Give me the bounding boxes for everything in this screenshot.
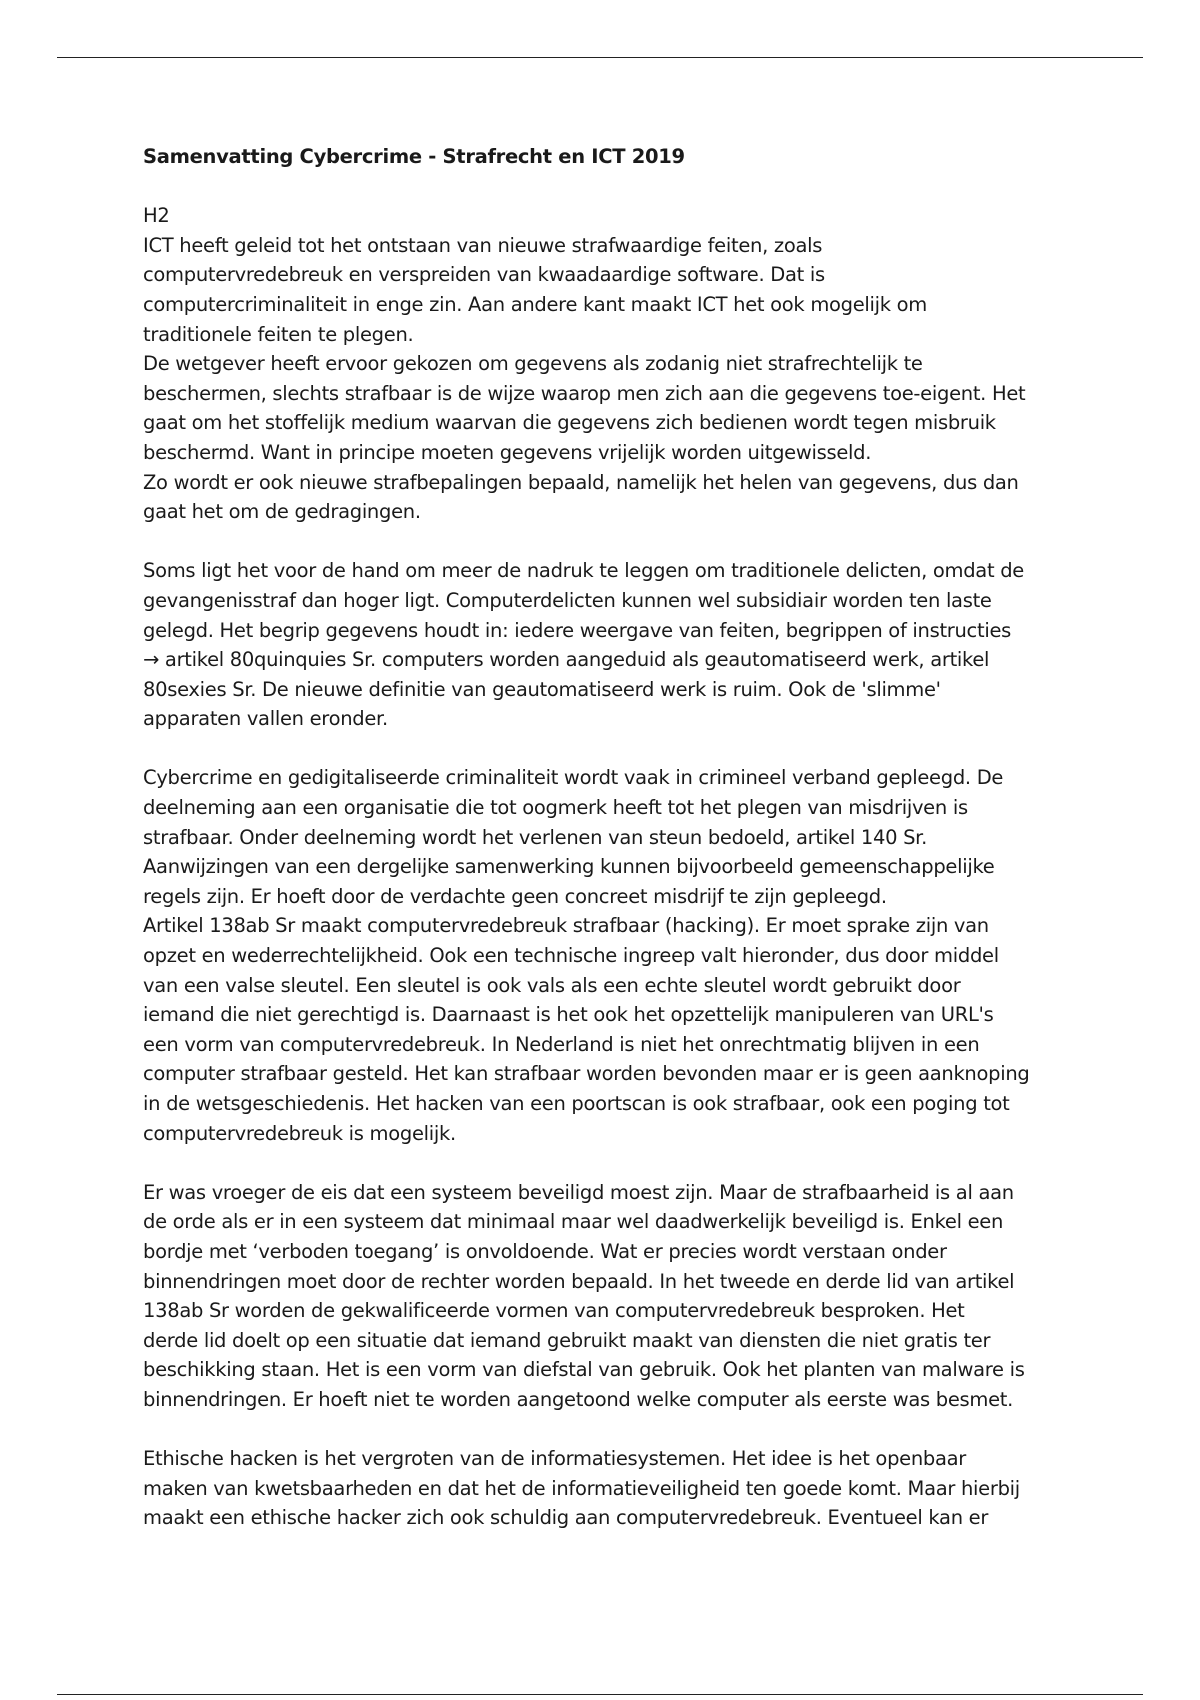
bottom-rule [57, 1694, 1143, 1695]
document-page [143, 142, 1063, 1533]
text-line: gevangenisstraf dan hoger ligt. Computerdelicten kunnen wel subsidiair worden ten laste [143, 588, 992, 612]
text-line: computervredebreuk en verspreiden van kwaadaardige software. Dat is [143, 263, 825, 287]
document-body [143, 201, 1063, 1533]
text-line: binnendringen moet door de rechter worden bepaald. In het tweede en derde lid van artikel [143, 1269, 1015, 1293]
text-line: maakt een ethische hacker zich ook schuldig aan computervredebreuk. Eventueel kan er [143, 1506, 989, 1530]
text-line: 80sexies Sr. De nieuwe definitie van geautomatiseerd werk is ruim. Ook de 'slimme' [143, 677, 941, 701]
spacer [143, 172, 1063, 202]
paragraph-spacer [143, 734, 1063, 764]
paragraph-spacer [143, 527, 1063, 557]
paragraph-spacer [143, 1415, 1063, 1445]
text-line: van een valse sleutel. Een sleutel is ook vals als een echte sleutel wordt gebruikt door [143, 973, 961, 997]
text-line: Zo wordt er ook nieuwe strafbepalingen bepaald, namelijk het helen van gegevens, dus dan [143, 470, 1019, 494]
text-line: Cybercrime en gedigitaliseerde criminaliteit wordt vaak in crimineel verband gepleegd. De [143, 766, 1004, 790]
text-line: opzet en wederrechtelijkheid. Ook een technische ingreep valt hieronder, dus door middel [143, 944, 999, 968]
text-line: Er was vroeger de eis dat een systeem beveiligd moest zijn. Maar de strafbaarheid is al aan [143, 1180, 1014, 1204]
paragraph-spacer [143, 1148, 1063, 1178]
paragraph [143, 763, 1063, 1148]
text-line: Artikel 138ab Sr maakt computervredebreuk strafbaar (hacking). Er moet sprake zijn van [143, 914, 989, 938]
text-line: computercriminaliteit in enge zin. Aan andere kant maakt ICT het ook mogelijk om [143, 292, 927, 316]
text-line: een vorm van computervredebreuk. In Nederland is niet het onrechtmatig blijven in een [143, 1032, 980, 1056]
text-line: Ethische hacken is het vergroten van de informatiesystemen. Het idee is het openbaar [143, 1447, 966, 1471]
text-line: gaat het om de gedragingen. [143, 500, 421, 524]
text-line: gelegd. Het begrip gegevens houdt in: iedere weergave van feiten, begrippen of instructies [143, 618, 1012, 642]
text-line: bordje met ‘verboden toegang’ is onvoldoende. Wat er precies wordt verstaan onder [143, 1239, 947, 1263]
text-line: strafbaar. Onder deelneming wordt het verlenen van steun bedoeld, artikel 140 Sr. [143, 825, 927, 849]
paragraph [143, 1444, 1063, 1533]
text-line: beschermd. Want in principe moeten gegevens vrijelijk worden uitgewisseld. [143, 440, 872, 464]
text-line: → artikel 80quinquies Sr. computers worden aangeduid als geautomatiseerd werk, artikel [143, 648, 990, 672]
text-line: deelneming aan een organisatie die tot oogmerk heeft tot het plegen van misdrijven is [143, 796, 968, 820]
paragraph [143, 201, 1063, 527]
text-line: maken van kwetsbaarheden en dat het de informatieveiligheid ten goede komt. Maar hierbij [143, 1476, 1020, 1500]
text-line: gaat om het stoffelijk medium waarvan die gegevens zich bedienen wordt tegen misbruik [143, 411, 996, 435]
text-line: beschermen, slechts strafbaar is de wijze waarop men zich aan die gegevens toe-eigent. Het [143, 381, 1026, 405]
document-title: Samenvatting Cybercrime - Strafrecht en ICT 2019 [143, 145, 685, 168]
text-line: H2 [143, 204, 170, 228]
text-line: regels zijn. Er hoeft door de verdachte geen concreet misdrijf te zijn gepleegd. [143, 884, 887, 908]
text-line: Soms ligt het voor de hand om meer de nadruk te leggen om traditionele delicten, omdat de [143, 559, 1024, 583]
text-line: ICT heeft geleid tot het ontstaan van nieuwe strafwaardige feiten, zoals [143, 233, 823, 257]
text-line: computervredebreuk is mogelijk. [143, 1121, 456, 1145]
text-line: beschikking staan. Het is een vorm van diefstal van gebruik. Ook het planten van malware is [143, 1358, 1025, 1382]
text-line: 138ab Sr worden de gekwalificeerde vormen van computervredebreuk besproken. Het [143, 1299, 965, 1323]
text-line: iemand die niet gerechtigd is. Daarnaast is het ook het opzettelijk manipuleren van URL's [143, 1003, 994, 1027]
text-line: De wetgever heeft ervoor gekozen om gegevens als zodanig niet strafrechtelijk te [143, 352, 923, 376]
paragraph [143, 1178, 1063, 1415]
text-line: binnendringen. Er hoeft niet te worden aangetoond welke computer als eerste was besmet. [143, 1387, 1014, 1411]
text-line: Aanwijzingen van een dergelijke samenwerking kunnen bijvoorbeeld gemeenschappelijke [143, 855, 995, 879]
paragraph [143, 556, 1063, 734]
text-line: computer strafbaar gesteld. Het kan strafbaar worden bevonden maar er is geen aanknoping [143, 1062, 1030, 1086]
top-rule [57, 57, 1143, 58]
text-line: derde lid doelt op een situatie dat iemand gebruikt maakt van diensten die niet gratis ter [143, 1328, 991, 1352]
text-line: de orde als er in een systeem dat minimaal maar wel daadwerkelijk beveiligd is. Enkel een [143, 1210, 1004, 1234]
text-line: apparaten vallen eronder. [143, 707, 388, 731]
text-line: in de wetsgeschiedenis. Het hacken van een poortscan is ook strafbaar, ook een poging tot [143, 1092, 1010, 1115]
text-line: traditionele feiten te plegen. [143, 322, 414, 346]
